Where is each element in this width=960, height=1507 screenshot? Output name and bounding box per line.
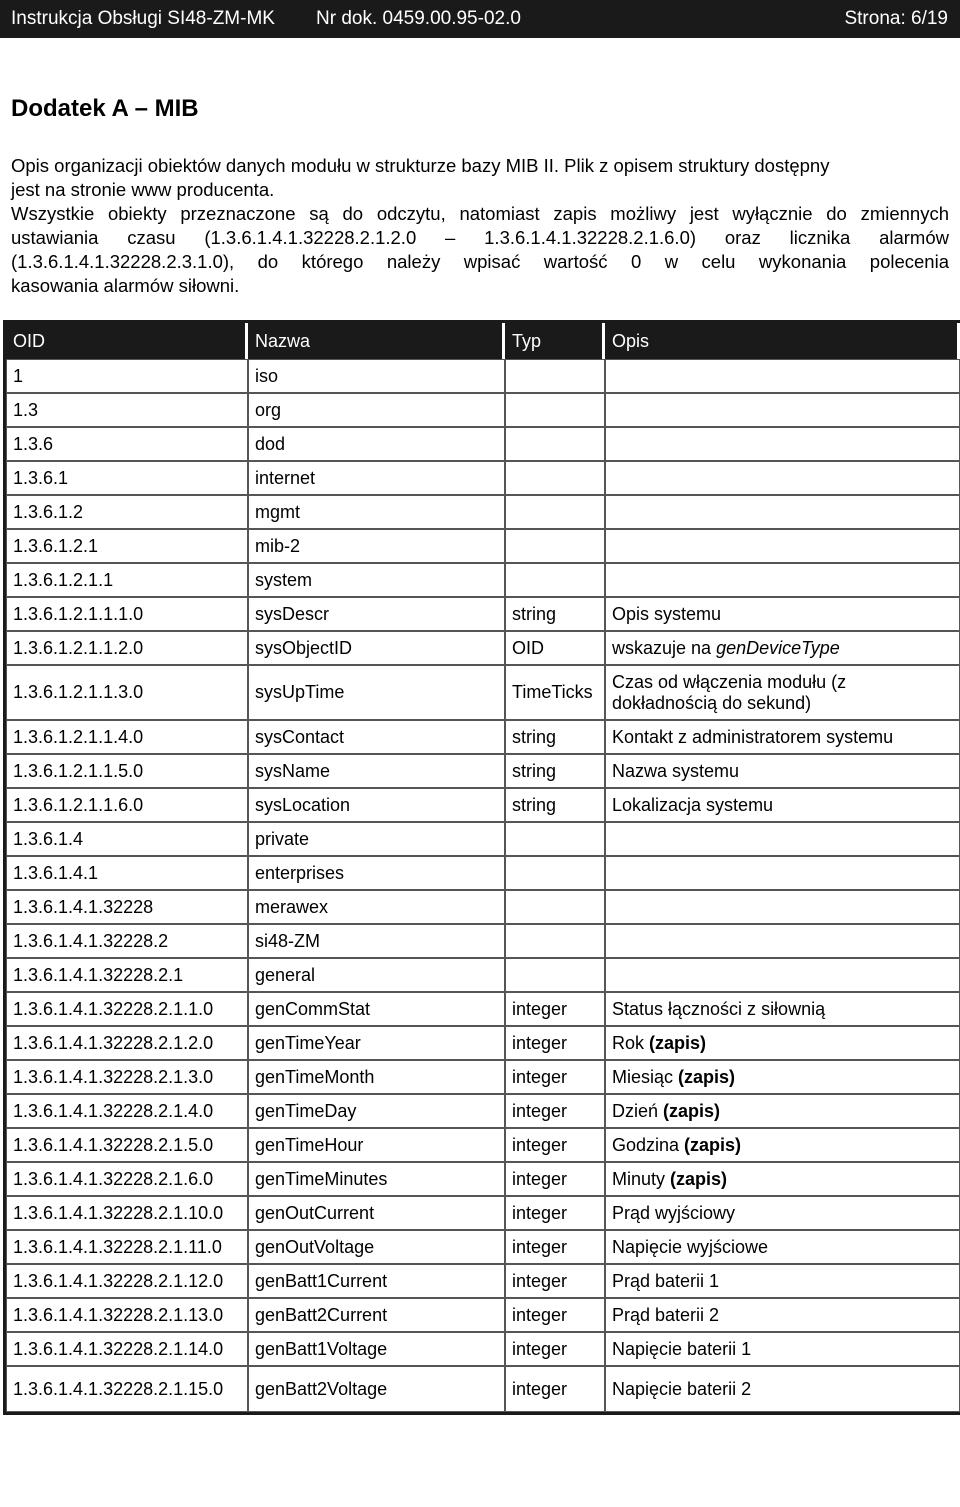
intro-para2-line-1: Wszystkie obiekty przeznaczone są do odczytu, natomiast zapis możliwy jest wyłącznie do zmiennych — [11, 203, 949, 224]
table-row — [6, 1128, 960, 1162]
table-row — [6, 393, 960, 427]
cell-type: integer — [505, 1162, 605, 1196]
cell-desc-text: Czas od włączenia modułu (z dokładnością do sekund) — [612, 671, 847, 713]
cell-type: integer — [505, 1094, 605, 1128]
table-row — [6, 1366, 960, 1412]
table-row — [6, 1094, 960, 1128]
cell-oid: 1.3.6.1.2.1.1.1.0 — [6, 597, 248, 631]
page-number: Strona: 6/19 — [844, 8, 948, 29]
cell-name: genOutCurrent — [248, 1196, 505, 1230]
cell-type: string — [505, 788, 605, 822]
cell-desc — [605, 890, 960, 924]
cell-type — [505, 958, 605, 992]
cell-type: integer — [505, 1230, 605, 1264]
table-row — [6, 1332, 960, 1366]
cell-type: integer — [505, 1264, 605, 1298]
cell-oid: 1.3 — [6, 393, 248, 427]
table-row — [6, 1026, 960, 1060]
cell-name: genTimeMonth — [248, 1060, 505, 1094]
cell-type — [505, 393, 605, 427]
cell-oid: 1.3.6.1.4.1.32228.2.1.14.0 — [6, 1332, 248, 1366]
intro-line-1: Opis organizacji obiektów danych modułu w strukturze bazy MIB II. Plik z opisem struktury dostępny — [11, 155, 830, 176]
cell-desc-text: Nazwa systemu — [612, 760, 740, 781]
cell-desc — [605, 495, 960, 529]
cell-desc — [605, 754, 960, 788]
cell-name: genTimeMinutes — [248, 1162, 505, 1196]
cell-oid: 1.3.6.1.4.1 — [6, 856, 248, 890]
table-header-row — [6, 323, 960, 359]
cell-type: integer — [505, 1196, 605, 1230]
table-body — [6, 359, 960, 1412]
cell-oid: 1.3.6.1.2.1.1.2.0 — [6, 631, 248, 665]
cell-oid: 1.3.6.1.2.1.1.6.0 — [6, 788, 248, 822]
cell-desc-text: Napięcie baterii 2 — [612, 1378, 752, 1399]
cell-type: string — [505, 597, 605, 631]
table-row — [6, 958, 960, 992]
cell-desc-bold: (zapis) — [670, 1168, 728, 1189]
cell-desc — [605, 529, 960, 563]
page-header — [0, 0, 960, 38]
cell-name: genBatt1Voltage — [248, 1332, 505, 1366]
column-header-oid: OID — [6, 323, 248, 359]
cell-name: enterprises — [248, 856, 505, 890]
cell-desc-text: Rok — [612, 1032, 650, 1053]
cell-oid: 1.3.6.1.4.1.32228.2.1.4.0 — [6, 1094, 248, 1128]
cell-type — [505, 461, 605, 495]
cell-type — [505, 563, 605, 597]
intro-para2-line-4: kasowania alarmów siłowni. — [11, 275, 240, 296]
table-row — [6, 890, 960, 924]
cell-name: genOutVoltage — [248, 1230, 505, 1264]
cell-desc — [605, 461, 960, 495]
cell-desc — [605, 1026, 960, 1060]
table-row — [6, 788, 960, 822]
cell-desc — [605, 1196, 960, 1230]
cell-type — [505, 822, 605, 856]
cell-desc — [605, 1264, 960, 1298]
cell-desc — [605, 393, 960, 427]
cell-oid: 1.3.6.1.2.1.1.5.0 — [6, 754, 248, 788]
cell-desc — [605, 563, 960, 597]
cell-desc — [605, 1128, 960, 1162]
cell-desc-text: Napięcie baterii 1 — [612, 1338, 752, 1359]
cell-type: integer — [505, 1060, 605, 1094]
cell-name: si48-ZM — [248, 924, 505, 958]
cell-desc — [605, 958, 960, 992]
cell-oid: 1.3.6.1.4.1.32228.2.1.5.0 — [6, 1128, 248, 1162]
cell-desc-bold: (zapis) — [678, 1066, 736, 1087]
cell-oid: 1.3.6.1.4.1.32228.2.1.10.0 — [6, 1196, 248, 1230]
table-row — [6, 822, 960, 856]
cell-name: iso — [248, 359, 505, 393]
cell-desc — [605, 1162, 960, 1196]
cell-desc-text: Lokalizacja systemu — [612, 794, 774, 815]
table-row — [6, 754, 960, 788]
cell-desc-text: Kontakt z administratorem systemu — [612, 726, 894, 747]
cell-name: genBatt2Current — [248, 1298, 505, 1332]
cell-oid: 1.3.6.1.2 — [6, 495, 248, 529]
document-number: Nr dok. 0459.00.95-02.0 — [316, 8, 521, 29]
table-row — [6, 1060, 960, 1094]
mib-table — [3, 320, 960, 1415]
cell-desc-text: wskazuje na — [612, 637, 717, 658]
cell-type — [505, 856, 605, 890]
cell-name: genBatt1Current — [248, 1264, 505, 1298]
table-row — [6, 856, 960, 890]
cell-desc — [605, 788, 960, 822]
cell-name: sysObjectID — [248, 631, 505, 665]
cell-desc — [605, 1332, 960, 1366]
table-row — [6, 1264, 960, 1298]
intro-text — [11, 154, 949, 298]
cell-desc-bold: (zapis) — [663, 1100, 721, 1121]
cell-desc — [605, 720, 960, 754]
cell-oid: 1.3.6.1.4.1.32228.2.1.12.0 — [6, 1264, 248, 1298]
column-header-desc: Opis — [605, 323, 960, 359]
cell-type — [505, 359, 605, 393]
cell-desc-bold: (zapis) — [684, 1134, 742, 1155]
cell-desc-text: Opis systemu — [612, 603, 722, 624]
cell-desc-italic: genDeviceType — [716, 637, 840, 658]
cell-oid: 1.3.6.1.2.1.1.3.0 — [6, 665, 248, 720]
table-row — [6, 359, 960, 393]
cell-oid: 1.3.6.1.4.1.32228.2 — [6, 924, 248, 958]
cell-type: TimeTicks — [505, 665, 605, 720]
cell-name: dod — [248, 427, 505, 461]
section-title: Dodatek A – MIB — [11, 95, 199, 122]
cell-oid: 1.3.6.1.4.1.32228.2.1.1.0 — [6, 992, 248, 1026]
table-row — [6, 495, 960, 529]
intro-line-2: jest na stronie www producenta. — [11, 179, 275, 200]
cell-desc-text: Dzień — [612, 1100, 664, 1121]
cell-name: genBatt2Voltage — [248, 1366, 505, 1412]
cell-desc-text: Napięcie wyjściowe — [612, 1236, 769, 1257]
cell-desc-text: Miesiąc — [612, 1066, 679, 1087]
cell-name: general — [248, 958, 505, 992]
cell-name: mib-2 — [248, 529, 505, 563]
cell-desc — [605, 597, 960, 631]
cell-desc-text: Prąd wyjściowy — [612, 1202, 736, 1223]
cell-name: genTimeHour — [248, 1128, 505, 1162]
cell-name: org — [248, 393, 505, 427]
cell-desc-bold: (zapis) — [649, 1032, 707, 1053]
cell-name: mgmt — [248, 495, 505, 529]
cell-type: string — [505, 720, 605, 754]
cell-name: sysName — [248, 754, 505, 788]
table-row — [6, 427, 960, 461]
cell-name: sysDescr — [248, 597, 505, 631]
table-row — [6, 992, 960, 1026]
cell-oid: 1.3.6.1.4.1.32228.2.1.3.0 — [6, 1060, 248, 1094]
cell-oid: 1.3.6.1.2.1.1 — [6, 563, 248, 597]
cell-name: sysLocation — [248, 788, 505, 822]
cell-type — [505, 890, 605, 924]
cell-name: sysUpTime — [248, 665, 505, 720]
cell-name: private — [248, 822, 505, 856]
cell-oid: 1.3.6.1.2.1.1.4.0 — [6, 720, 248, 754]
document-name: Instrukcja Obsługi SI48-ZM-MK — [11, 8, 275, 29]
cell-name: genTimeYear — [248, 1026, 505, 1060]
cell-desc — [605, 1298, 960, 1332]
table-row — [6, 665, 960, 720]
cell-desc — [605, 1094, 960, 1128]
cell-type: integer — [505, 1026, 605, 1060]
cell-desc — [605, 631, 960, 665]
table-row — [6, 1162, 960, 1196]
cell-oid: 1.3.6.1 — [6, 461, 248, 495]
cell-oid: 1.3.6.1.4.1.32228.2.1.13.0 — [6, 1298, 248, 1332]
intro-para2-line-3: (1.3.6.1.4.1.32228.2.3.1.0), do którego należy wpisać wartość 0 w celu wykonania polecenia — [11, 251, 949, 272]
cell-desc — [605, 359, 960, 393]
table-row — [6, 563, 960, 597]
cell-desc-text: Prąd baterii 1 — [612, 1270, 720, 1291]
cell-name: internet — [248, 461, 505, 495]
cell-type: integer — [505, 1298, 605, 1332]
cell-desc — [605, 1230, 960, 1264]
cell-name: system — [248, 563, 505, 597]
cell-desc — [605, 427, 960, 461]
cell-desc — [605, 924, 960, 958]
cell-desc — [605, 1060, 960, 1094]
cell-oid: 1.3.6 — [6, 427, 248, 461]
cell-oid: 1.3.6.1.4.1.32228.2.1.2.0 — [6, 1026, 248, 1060]
table-row — [6, 597, 960, 631]
cell-type — [505, 529, 605, 563]
cell-name: sysContact — [248, 720, 505, 754]
table-row — [6, 1298, 960, 1332]
cell-type — [505, 427, 605, 461]
cell-type — [505, 495, 605, 529]
intro-para2-line-2: ustawiania czasu (1.3.6.1.4.1.32228.2.1.2.0 – 1.3.6.1.4.1.32228.2.1.6.0) oraz licznika alarmów — [11, 227, 949, 248]
cell-name: genCommStat — [248, 992, 505, 1026]
cell-desc-text: Prąd baterii 2 — [612, 1304, 720, 1325]
table-row — [6, 529, 960, 563]
cell-desc-text: Minuty — [612, 1168, 671, 1189]
table-row — [6, 1230, 960, 1264]
cell-desc — [605, 665, 960, 720]
cell-type: string — [505, 754, 605, 788]
column-header-name: Nazwa — [248, 323, 505, 359]
cell-oid: 1.3.6.1.4.1.32228 — [6, 890, 248, 924]
cell-desc — [605, 822, 960, 856]
cell-type — [505, 924, 605, 958]
table-row — [6, 924, 960, 958]
cell-type: integer — [505, 1128, 605, 1162]
cell-desc — [605, 1366, 960, 1412]
cell-type: integer — [505, 992, 605, 1026]
cell-type: integer — [505, 1366, 605, 1412]
cell-oid: 1.3.6.1.4 — [6, 822, 248, 856]
cell-name: genTimeDay — [248, 1094, 505, 1128]
column-header-type: Typ — [505, 323, 605, 359]
cell-desc-text: Godzina — [612, 1134, 685, 1155]
cell-oid: 1.3.6.1.4.1.32228.2.1.15.0 — [6, 1366, 248, 1412]
cell-type: OID — [505, 631, 605, 665]
cell-desc-text: Status łączności z siłownią — [612, 998, 826, 1019]
table-row — [6, 631, 960, 665]
cell-oid: 1.3.6.1.4.1.32228.2.1.11.0 — [6, 1230, 248, 1264]
table-row — [6, 461, 960, 495]
table-row — [6, 720, 960, 754]
cell-name: merawex — [248, 890, 505, 924]
cell-desc — [605, 992, 960, 1026]
table-row — [6, 1196, 960, 1230]
cell-oid: 1.3.6.1.2.1 — [6, 529, 248, 563]
cell-desc — [605, 856, 960, 890]
cell-oid: 1.3.6.1.4.1.32228.2.1.6.0 — [6, 1162, 248, 1196]
cell-oid: 1.3.6.1.4.1.32228.2.1 — [6, 958, 248, 992]
cell-oid: 1 — [6, 359, 248, 393]
cell-type: integer — [505, 1332, 605, 1366]
